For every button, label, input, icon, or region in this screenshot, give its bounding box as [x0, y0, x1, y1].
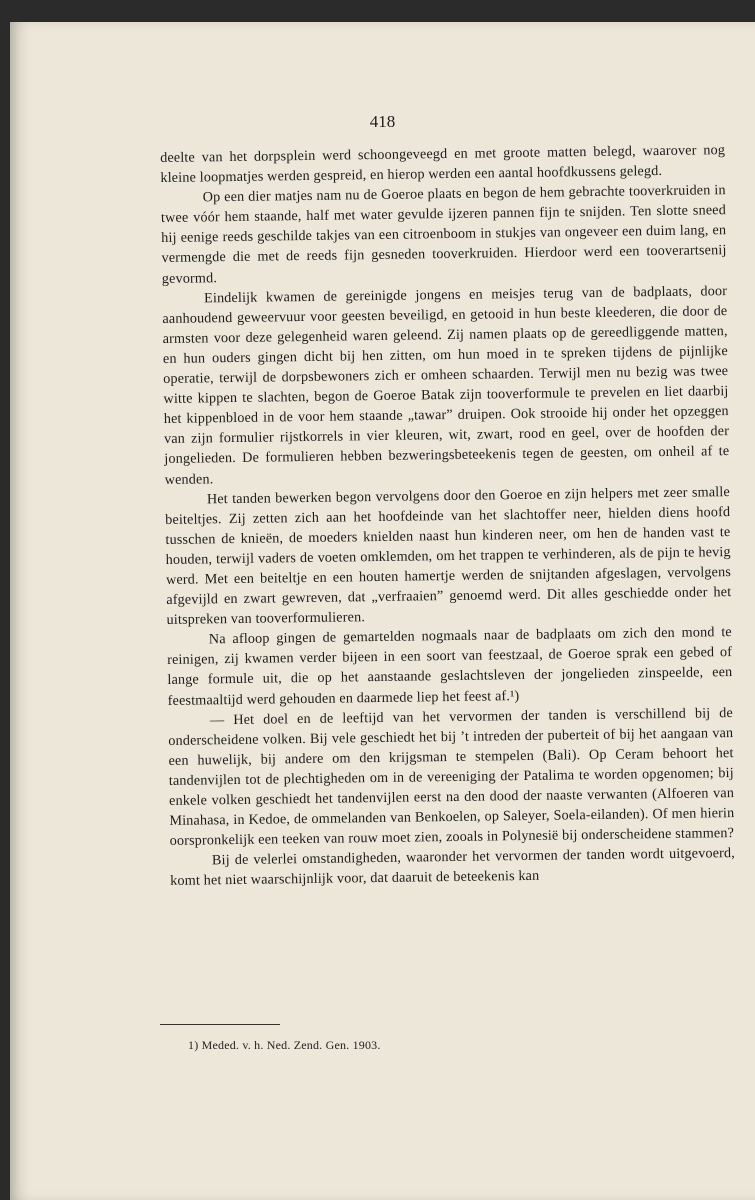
paragraph-7: Bij de velerlei omstandigheden, waaronder het vervormen der tanden wordt uitgevoerd, komt het niet waarschijnlijk voor, dat daaruit de beteekenis kan	[170, 845, 736, 890]
paragraph-1: deelte van het dorpsplein werd schoongeveegd en met groote matten belegd, waarover nog kleine loopmatjes werden gespreid, en hierop werden een aantal hoofdkussens gelegd.	[160, 142, 726, 187]
page-number: 418	[369, 112, 396, 131]
footnote: 1) Meded. v. h. Ned. Zend. Gen. 1903.	[188, 1038, 381, 1052]
paragraph-4: Het tanden bewerken begon vervolgens door den Goeroe en zijn helpers met zeer smalle beiteltjes. Zij zetten zich aan het hoofdeinde van het slachtoffer neer, hielden diens hoofd tusschen de knieën, de moeders knielden naast hun kinderen neer, om hen de handen vast te houden, terwijl vaders de voeten omklemden, om het trappen te verhinderen, als de pijn te hevig werd. Met een beiteltje en een houten hamertje werden de snijtanden afgeslagen, vervolgens afgevijld en zwart gewreven, dat „verfraaien” genoemd werd. Dit alles geschiedde onder het uitspreken van tooverformulieren.	[165, 483, 732, 629]
paragraph-2: Op een dier matjes nam nu de Goeroe plaats en begon de hem gebrachte tooverkruiden in twee vóór hem staande, half met water gevulde ijzeren pannen fijn te snijden. Ten slotte sneed hij eenige reeds geschilde takjes van een citroenboom in stukjes van ongeveer een duim lang, en vermengde die met de reeds fijn gesneden tooverkruiden. Hierdoor werd een tooverartsenij gevormd.	[160, 182, 727, 287]
paragraph-3: Eindelijk kwamen de gereinigde jongens en meisjes terug van de badplaats, door aanhoudend geweervuur voor geesten beveiligd, en getooid in hun beste kleederen, die door de armsten voor deze gelegenheid waren geleend. Zij namen plaats op de gereedliggende matten, en hun ouders gingen dicht bij hen zitten, om hun moed in te spreken tijdens de pijnlijke operatie, terwijl de dorpsbewoners zich er omheen schaarden. Terwijl men nu bezig was twee witte kippen te slachten, begon de Goeroe Batak zijn tooverformule te prevelen en liet daarbij het kippenbloed in de voor hem staande „tawar” druipen. Ook strooide hij onder het opzeggen van zijn formulier rijstkorrels in vier kleuren, wit, zwart, rood en geel, over de hoofden der jongelieden. De formulieren hebben bezweringsbeteekenis tegen de geesten, om onheil af te wenden.	[162, 282, 730, 488]
book-page	[10, 22, 755, 1200]
paragraph-6: — Het doel en de leeftijd van het vervormen der tanden is verschillend bij de onderscheidene volken. Bij vele geschiedt het bij ’t intreden der puberteit of bij het aangaan van een huwelijk, bij andere om den krijgsman te stempelen (Bali). Op Ceram behoort het tandenvijlen tot de plechtigheden om in de vereeniging der Patalima te worden opgenomen; bij enkele volken geschiedt het tandenvijlen eerst na den dood der naaste verwanten (Alfoeren van Minahasa, in Kedoe, de ommelanden van Benkoelen, op Saleyer, Soela-eilanden). Of men hierin oorspronkelijk een teeken van rouw moet zien, zooals in Polynesië bij onderscheidene stammen?	[168, 704, 735, 850]
body-text	[160, 140, 735, 891]
footnote-divider	[160, 1024, 280, 1025]
paragraph-5: Na afloop gingen de gemartelden nogmaals naar de badplaats om zich den mond te reinigen, zij kwamen verder bijeen in een soort van feestzaal, de Goeroe sprak een gebed of lange formule uit, die op het aanstaande geslachtsleven der jongelieden zinspeelde, een feestmaaltijd werd gehouden en daarmede liep het feest af.¹)	[167, 624, 733, 709]
